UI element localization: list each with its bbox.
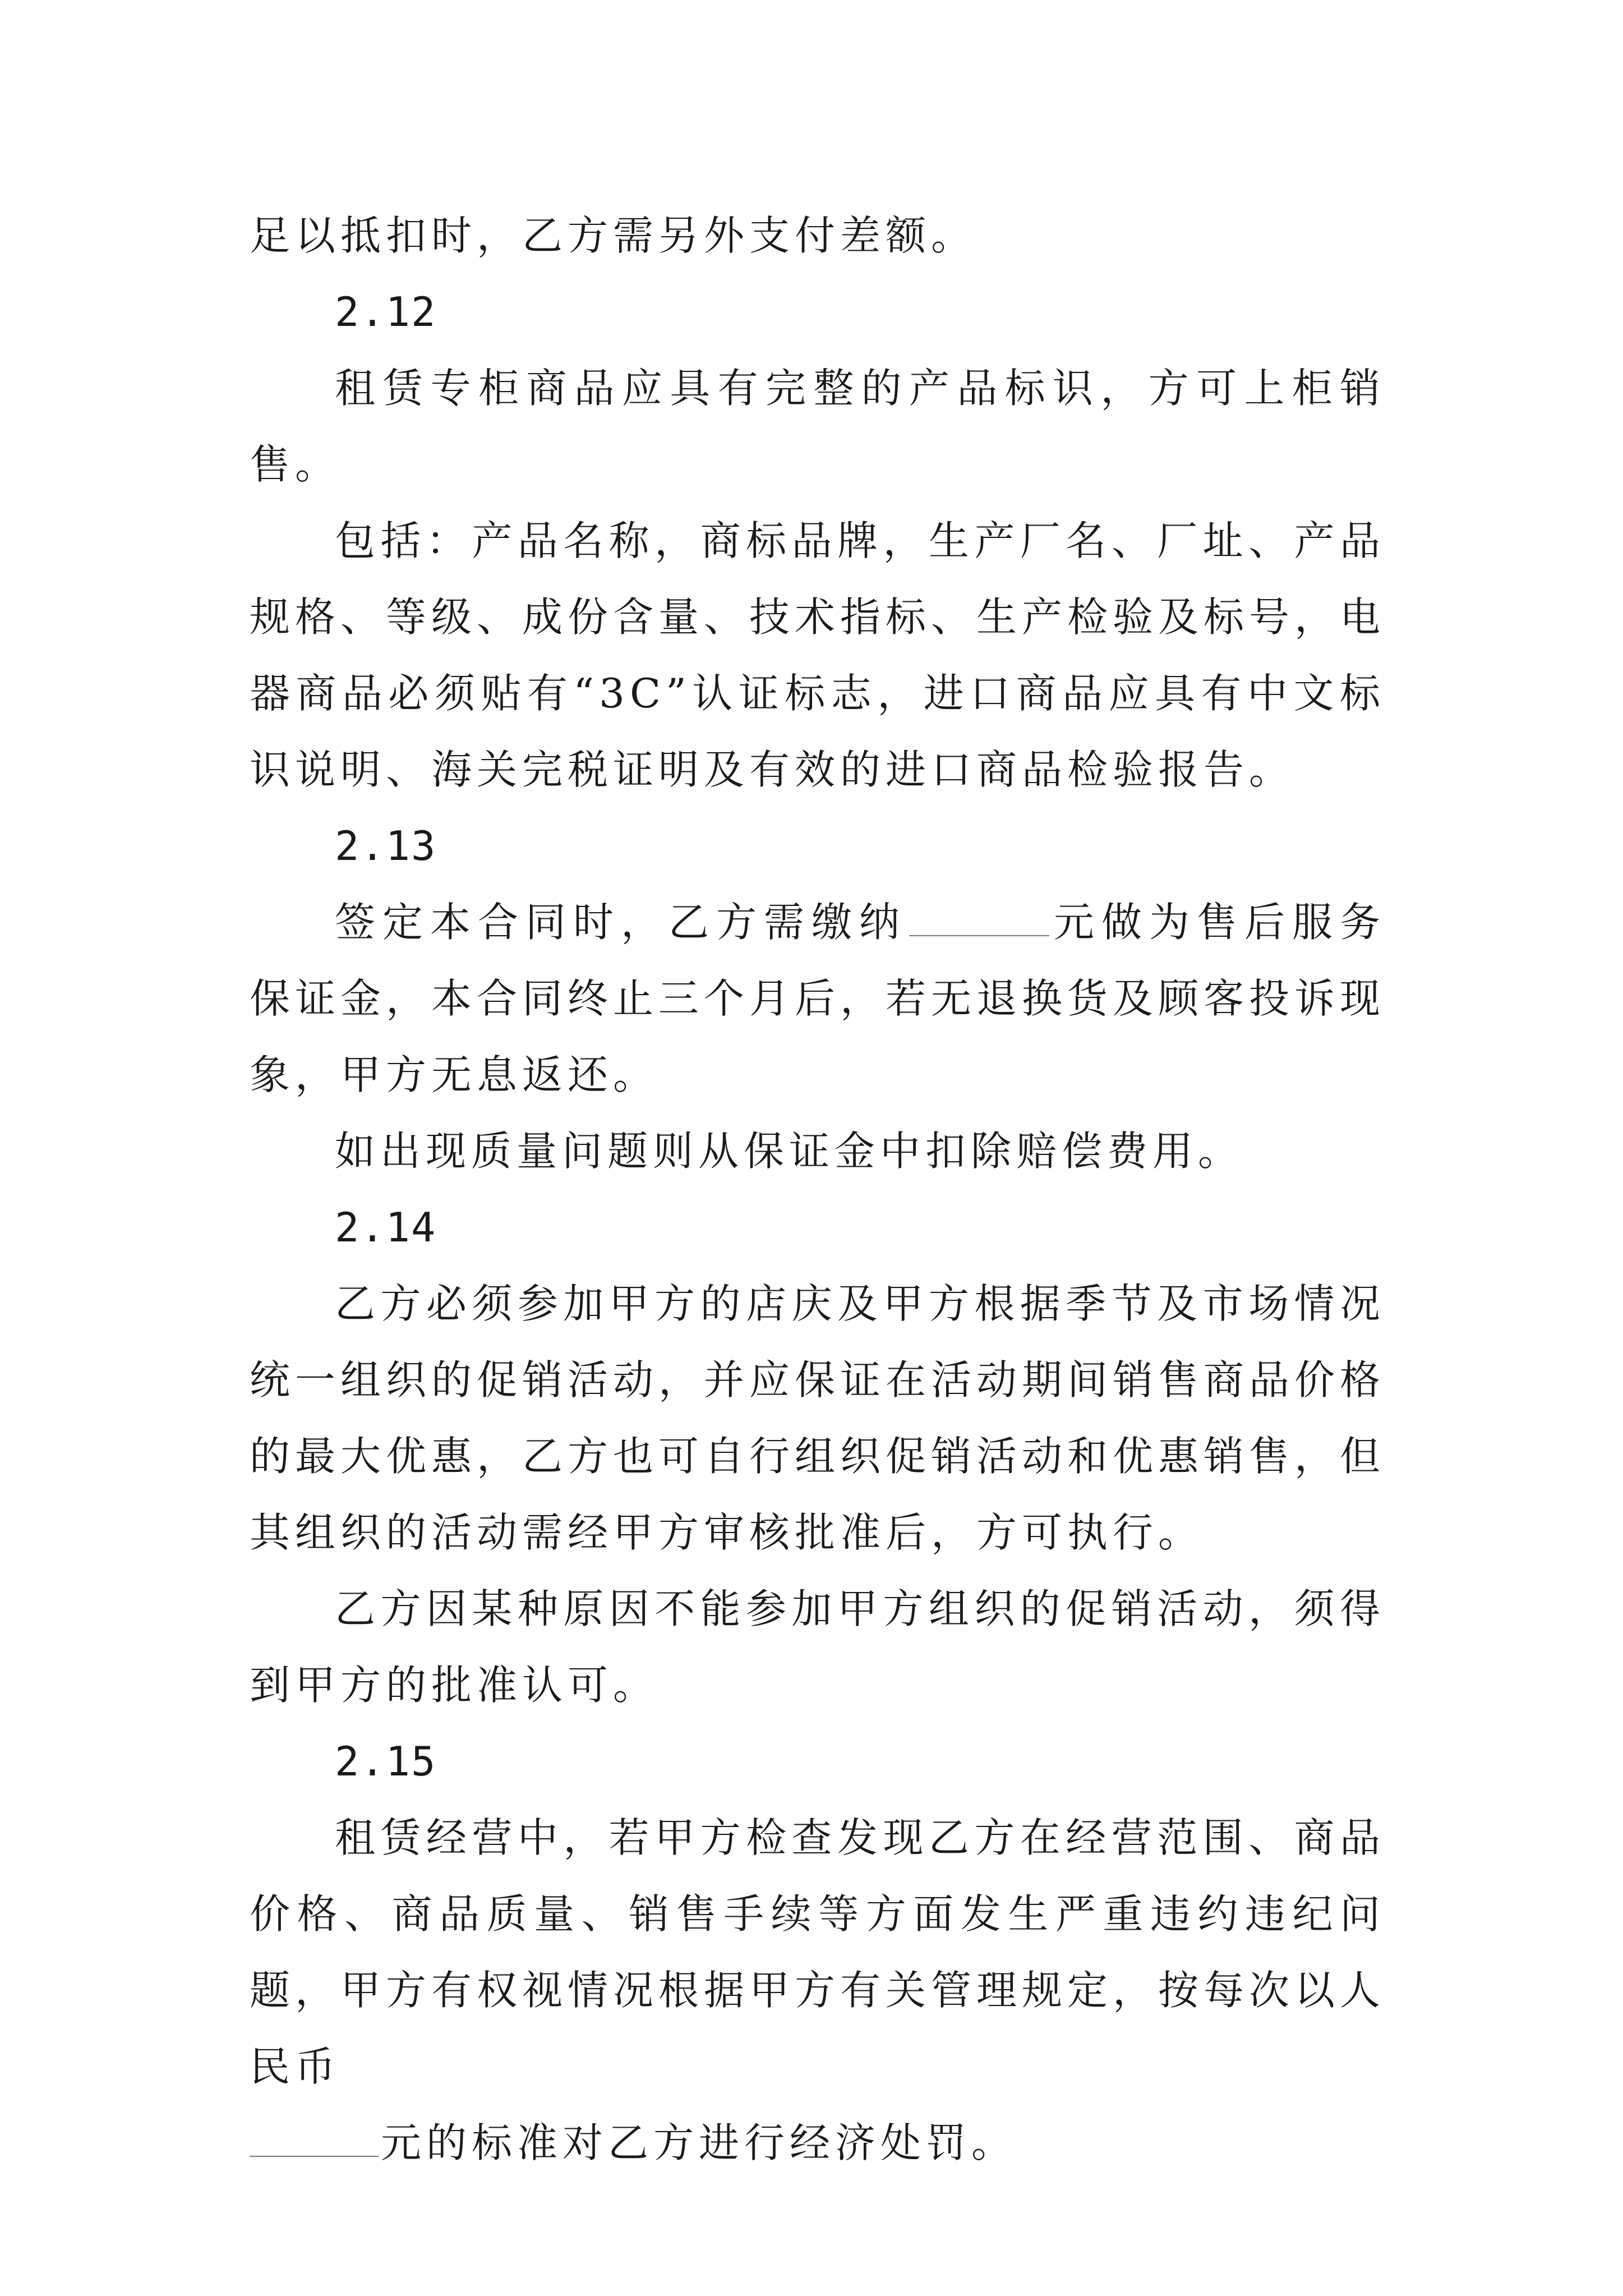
section-2-14-paragraph-1: 乙方必须参加甲方的店庆及甲方根据季节及市场情况统一组织的促销活动，并应保证在活动期间销售商品价格的最大优惠，乙方也可自行组织促销活动和优惠销售，但其组织的活动需经甲方审核批准后，方可执行。 <box>250 1280 1386 1556</box>
paragraph-continuation: 足以抵扣时，乙方需另外支付差额。 <box>250 212 977 259</box>
section-number-text: 2.14 <box>335 1204 437 1251</box>
section-2-12-paragraph-2: 包括：产品名称，商标品牌，生产厂名、厂址、产品规格、等级、成份含量、技术指标、生产检验及标号，电器商品必须贴有“3C”认证标志，进口商品应具有中文标识说明、海关完税证明及有效的进口商品检验报告。 <box>250 517 1386 793</box>
section-2-13-paragraph-1 <box>250 884 1385 1113</box>
penalty-amount-blank <box>250 2122 379 2157</box>
deposit-amount-blank <box>909 901 1049 936</box>
penalty-text-after: 元的标准对乙方进行经济处罚。 <box>381 2119 1017 2166</box>
section-2-13-paragraph-2: 如出现质量问题则从保证金中扣除赔偿费用。 <box>335 1128 1244 1175</box>
deposit-text-after: 元做为售后服务保证金，本合同终止三个月后，若无退换货及顾客投诉现象，甲方无息返还。 <box>250 899 1386 1098</box>
section-number-text: 2.12 <box>335 288 437 335</box>
section-2-15-paragraph-1: 租赁经营中，若甲方检查发现乙方在经营范围、商品价格、商品质量、销售手续等方面发生严重违约违纪问题，甲方有权视情况根据甲方有关管理规定，按每次以人民币 <box>250 1814 1386 2090</box>
section-2-14-paragraph-2: 乙方因某种原因不能参加甲方组织的促销活动，须得到甲方的批准认可。 <box>250 1585 1385 1709</box>
section-number-2-15 <box>250 1723 1385 1800</box>
section-number-2-13 <box>250 808 1385 884</box>
section-2-12-paragraph-1: 租赁专柜商品应具有完整的产品标识，方可上柜销售。 <box>250 365 1385 488</box>
section-number-2-14 <box>250 1189 1385 1266</box>
section-number-text: 2.13 <box>335 822 437 869</box>
section-number-2-12 <box>250 274 1385 350</box>
document-body <box>250 197 1385 2181</box>
deposit-text-before: 签定本合同时，乙方需缴纳 <box>335 899 907 946</box>
section-2-15-paragraph-2 <box>250 2105 1385 2181</box>
section-number-text: 2.15 <box>335 1738 437 1785</box>
